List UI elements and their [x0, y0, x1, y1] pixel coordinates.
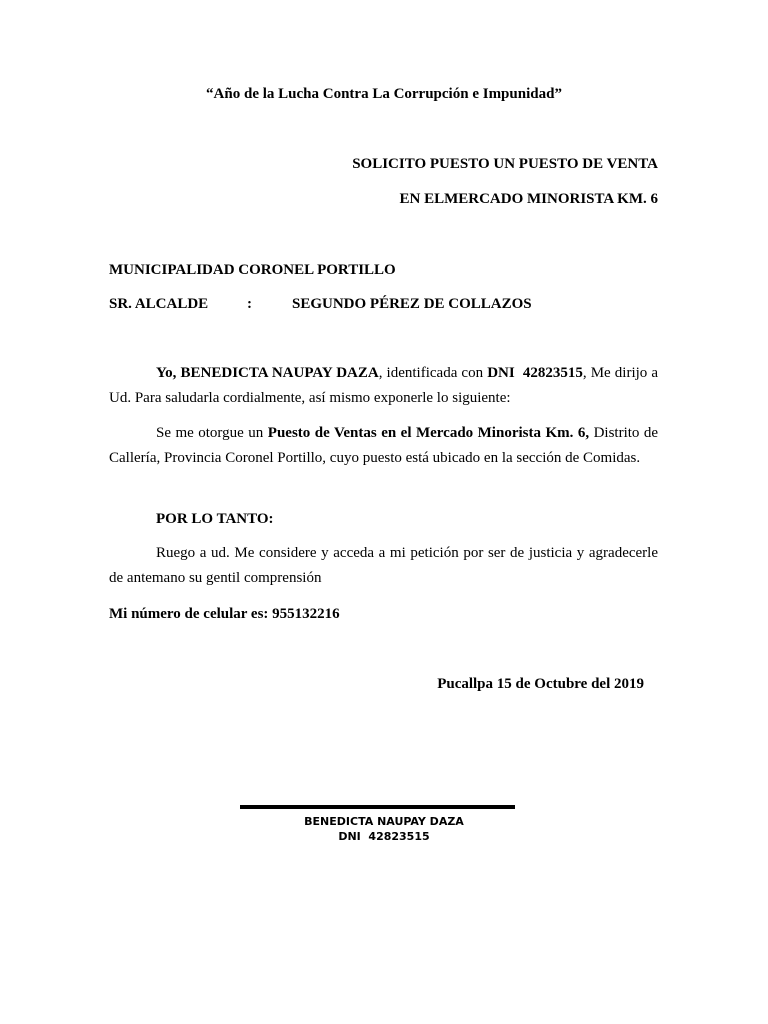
- intro-yo: Yo,: [156, 365, 177, 381]
- signature-line: [240, 805, 515, 809]
- intro-text-a: , identificada con: [378, 365, 484, 381]
- signature-dni: DNI 42823515: [338, 830, 430, 843]
- paragraph-request: [109, 421, 658, 471]
- intro-text-b: , Me dirijo a Ud. Para saludarla cordialmente, así mismo exponerle lo siguiente:: [109, 365, 659, 406]
- paragraph-ruego: Ruego a ud. Me considere y acceda a mi petición por ser de justicia y agradecerle de antemano su gentil comprensión: [109, 545, 658, 586]
- subject-line-1: SOLICITO PUESTO UN PUESTO DE VENTA: [352, 156, 658, 172]
- document-date: Pucallpa 15 de Octubre del 2019: [437, 676, 644, 692]
- request-bold: Puesto de Ventas en el Mercado Minorista Km. 6,: [267, 425, 590, 441]
- document-motto: “Año de la Lucha Contra La Corrupción e Impunidad”: [206, 86, 562, 102]
- recipient-institution: MUNICIPALIDAD CORONEL PORTILLO: [109, 262, 396, 278]
- phone-number-line: Mi número de celular es: 955132216: [109, 606, 340, 622]
- applicant-name: BENEDICTA NAUPAY DAZA: [180, 365, 379, 381]
- subject-line-2: EN ELMERCADO MINORISTA KM. 6: [399, 191, 658, 207]
- mayor-name: SEGUNDO PÉREZ DE COLLAZOS: [292, 296, 532, 312]
- mayor-label: SR. ALCALDE: [109, 296, 209, 312]
- dni-value: 42823515: [522, 365, 583, 381]
- paragraph-por-lo-tanto: POR LO TANTO:: [156, 511, 274, 527]
- dni-label: DNI: [487, 365, 515, 381]
- signature-name: BENEDICTA NAUPAY DAZA: [304, 815, 464, 828]
- mayor-colon: :: [247, 296, 252, 312]
- paragraph-introduction: [109, 361, 658, 411]
- signature-block: [240, 814, 528, 844]
- request-text-b: Distrito de Callería, Provincia Coronel Portillo, cuyo puesto está ubicado en la sección de Comidas.: [109, 425, 659, 466]
- request-text-a: Se me otorgue un: [156, 425, 264, 441]
